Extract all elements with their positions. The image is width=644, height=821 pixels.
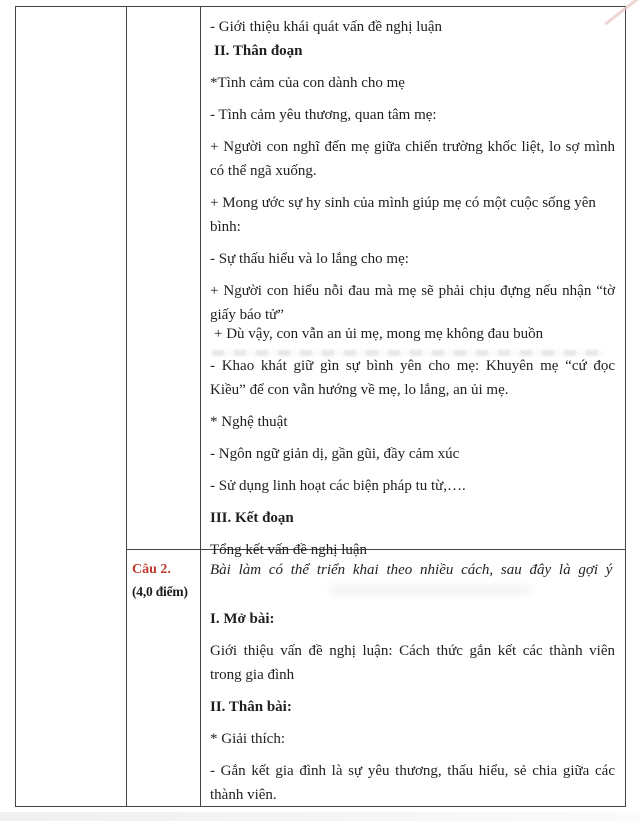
- answer-paragraph: + Mong ước sự hy sinh của mình giúp mẹ có một cuộc sống yên bình:: [210, 195, 596, 235]
- question-1-row: [127, 7, 625, 558]
- answer-paragraph: *Tình cảm của con dành cho mẹ: [210, 75, 405, 91]
- answer-paragraph: * Nghệ thuật: [210, 414, 288, 430]
- answer-paragraph: - Khao khát giữ gìn sự bình yên cho mẹ: Khuyên mẹ “cứ đọc Kiều” để con vẫn hướng về mẹ, lo lắng, an ủi mẹ.: [210, 358, 615, 398]
- answer-paragraph: Bài làm có thể triển khai theo nhiều cách, sau đây là gợi ý: [210, 562, 613, 578]
- answer-paragraph: + Dù vậy, con vẫn an ủi mẹ, mong mẹ không đau buồn: [214, 326, 544, 342]
- page-bottom-shadow: [0, 812, 640, 821]
- answer-paragraph: II. Thân bài:: [210, 699, 292, 715]
- answer-paragraph: - Gắn kết gia đình là sự yêu thương, thấu hiểu, sẻ chia giữa các thành viên.: [210, 763, 615, 803]
- answer-paragraph: + Người con hiểu nỗi đau mà mẹ sẽ phải chịu đựng nếu nhận “tờ giấy báo tử”: [210, 283, 615, 323]
- answer-paragraph: II. Thân đoạn: [214, 43, 303, 59]
- answer-paragraph: III. Kết đoạn: [210, 510, 294, 526]
- answer-paragraph: * Giải thích:: [210, 731, 285, 747]
- left-empty-column: [16, 7, 127, 806]
- question-2-points: (4,0 điểm): [132, 584, 188, 599]
- answer-paragraph: - Giới thiệu khái quát vấn đề nghị luận: [210, 19, 443, 35]
- answer-paragraph: Tổng kết vấn đề nghị luận: [210, 542, 368, 558]
- scan-ghost-text-artifact: [212, 350, 604, 356]
- scan-smudge-artifact: [330, 585, 530, 595]
- answer-paragraph: - Sự thấu hiểu và lo lắng cho mẹ:: [210, 251, 409, 267]
- answer-paragraph: - Ngôn ngữ giản dị, gần gũi, đầy cảm xúc: [210, 446, 460, 462]
- answer-paragraph: - Sử dụng linh hoạt các biện pháp tu từ,….: [210, 478, 466, 494]
- answer-paragraph: + Người con nghĩ đến mẹ giữa chiến trường khốc liệt, lo sợ mình có thể ngã xuống.: [210, 139, 615, 179]
- answer-paragraph: Giới thiệu vấn đề nghị luận: Cách thức gắn kết các thành viên trong gia đình: [210, 643, 615, 683]
- answer-paragraph: - Tình cảm yêu thương, quan tâm mẹ:: [210, 107, 437, 123]
- answer-paragraph: I. Mở bài:: [210, 611, 275, 627]
- answer-key-table: [15, 6, 626, 807]
- question-1-label-cell: [127, 7, 201, 549]
- question-2-label-cell: [127, 550, 201, 806]
- question-2-number: Câu 2.: [132, 562, 171, 577]
- question-1-content-cell: [201, 7, 625, 558]
- table-main-columns: [127, 7, 625, 806]
